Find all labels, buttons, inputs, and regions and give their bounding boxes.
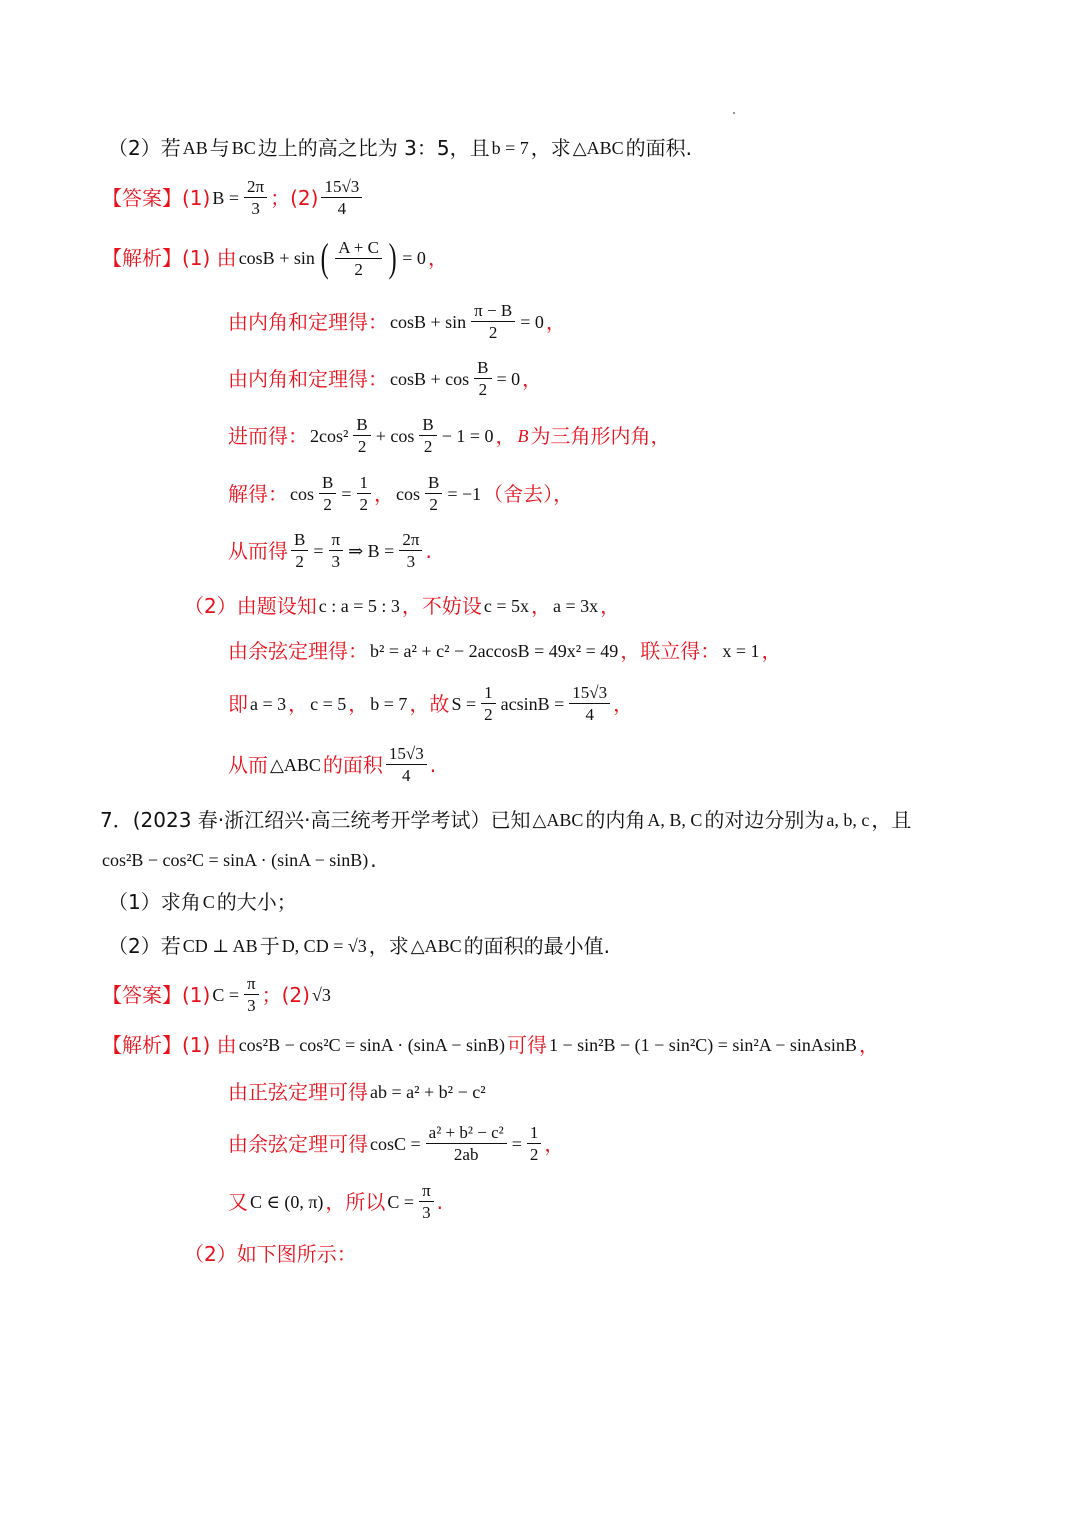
question-part-2 [108, 138, 692, 158]
math: ⇒ B = [348, 540, 395, 561]
text: ；(2) [261, 982, 310, 1007]
fraction [329, 531, 344, 570]
text: 于 [259, 934, 280, 958]
numerator: B [419, 416, 436, 436]
question-7-part-1 [108, 892, 297, 912]
math: a = 3 [250, 693, 287, 714]
math: BC [231, 138, 256, 158]
math: c : a = 5 : 3 [318, 596, 400, 616]
text: ，故 [409, 691, 450, 716]
solution-label: 【解析】(1) 由 [102, 1033, 237, 1057]
fraction [419, 416, 436, 455]
math: = 0 [402, 248, 426, 268]
denominator: 3 [422, 1203, 431, 1222]
math: √3 [311, 984, 331, 1005]
math: cosB + sin [238, 248, 315, 268]
denominator: 4 [585, 705, 594, 724]
fraction [353, 416, 370, 455]
fraction [321, 178, 362, 217]
math: c = 5x [483, 596, 530, 616]
denominator: 4 [337, 199, 347, 218]
text: 边上的高之比为 3：5，且 [257, 136, 490, 160]
math: = [511, 1133, 522, 1154]
text: ， [544, 1131, 565, 1156]
solution-step [228, 1082, 488, 1102]
numerator: 2π [399, 531, 422, 551]
text: ， [522, 366, 543, 391]
text: （2）如下图所示： [184, 1242, 357, 1266]
math: 2cos² [310, 425, 349, 446]
text: ， [427, 246, 448, 270]
math: = [313, 540, 324, 561]
math: a = 3x [553, 596, 599, 616]
numerator: B [353, 416, 370, 436]
text: 从而得 [228, 538, 288, 563]
fraction [481, 684, 496, 723]
math: ab = a² + b² − c² [370, 1082, 486, 1102]
math: cos²B − cos²C = sinA · (sinA − sinB) [102, 850, 369, 870]
fraction [425, 474, 442, 513]
left-paren: ( [320, 235, 329, 280]
question-7-condition [100, 850, 377, 870]
text: 为三角形内角， [530, 423, 671, 448]
numerator: B [425, 474, 442, 494]
answer-line [102, 178, 365, 217]
math: acsinB = [500, 693, 565, 714]
fraction [399, 531, 422, 570]
numerator: 1 [357, 474, 372, 494]
numerator: 2π [244, 178, 267, 198]
answer-line [102, 975, 333, 1014]
text: ， [545, 309, 566, 334]
text: . [429, 752, 437, 777]
text: 的面积的最小值. [463, 934, 610, 958]
fraction [244, 975, 259, 1014]
text: 由正弦定理可得 [228, 1080, 368, 1104]
text: ，且 [871, 808, 912, 832]
fraction [244, 178, 267, 217]
math: D, CD = √3 [281, 936, 367, 956]
math: △ABC [532, 810, 584, 830]
text: ；(2) [270, 185, 319, 210]
text: ，求 [368, 934, 409, 958]
text: 与 [209, 136, 230, 160]
math: C = [387, 1191, 415, 1212]
math: 1 − sin²B − (1 − sin²C) = sin²A − sinAsinB [548, 1035, 857, 1055]
denominator: 3 [406, 552, 416, 571]
math: a, b, c [826, 810, 870, 830]
math: cos²B − cos²C = sinA · (sinA − sinB) [238, 1035, 505, 1055]
fraction [471, 302, 515, 341]
text: 的对边分别为 [704, 808, 825, 832]
text: ，所以 [325, 1189, 386, 1214]
text: . [425, 538, 432, 563]
text: （2）若 [108, 934, 181, 958]
denominator: 4 [402, 766, 411, 785]
math: CD ⊥ AB [182, 936, 258, 956]
text: ， [613, 691, 634, 716]
denominator: 2 [484, 705, 493, 724]
text: 由内角和定理得： [228, 309, 388, 334]
solution-step [228, 474, 573, 513]
denominator: 2 [357, 437, 367, 456]
text: （舍去）， [483, 481, 574, 506]
text: 即 [228, 691, 248, 716]
math: B [517, 425, 529, 446]
numerator: π [329, 531, 344, 551]
text: （2）由题设知 [184, 594, 317, 618]
text: 解得： [228, 481, 288, 506]
denominator: 2 [359, 495, 368, 514]
denominator: 2 [529, 1145, 539, 1164]
solution-step [228, 531, 432, 570]
denominator: 2 [354, 259, 363, 279]
text: . [370, 848, 377, 872]
text: 可得 [506, 1033, 547, 1057]
numerator: A + C [335, 239, 382, 259]
math: B = [212, 187, 240, 208]
text: 的面积. [625, 136, 692, 160]
math: + cos [375, 425, 415, 446]
solution-part-2 [184, 596, 620, 616]
solution-step [228, 416, 671, 455]
solution-step [228, 745, 436, 784]
text: 的大小； [216, 890, 297, 914]
fraction [569, 684, 610, 723]
text: ，求 [530, 136, 571, 160]
text: （2）若 [108, 136, 181, 160]
solution-step [228, 359, 542, 398]
text: ， [600, 594, 621, 618]
numerator: 15√3 [386, 745, 427, 765]
solution-line [102, 235, 448, 280]
text: 由内角和定理得： [228, 366, 388, 391]
solution-label: 【解析】(1) 由 [102, 246, 237, 270]
math: b² = a² + c² − 2accosB = 49x² = 49 [370, 641, 619, 661]
text: 由余弦定理得： [228, 639, 368, 663]
numerator: π [419, 1182, 434, 1202]
text: 由余弦定理可得 [228, 1131, 368, 1156]
denominator: 3 [331, 552, 341, 571]
text: ， [761, 639, 782, 663]
denominator: 2 [429, 495, 438, 514]
math: C ∈ (0, π) [250, 1191, 324, 1212]
question-7-part-2 [108, 936, 610, 956]
denominator: 2 [295, 552, 304, 571]
math: A, B, C [647, 810, 703, 830]
text: （1）求角 [108, 890, 201, 914]
text: ， [531, 594, 552, 618]
numerator: 1 [481, 684, 496, 704]
math: − 1 = 0 [441, 425, 494, 446]
solution-part-2 [184, 1244, 357, 1264]
fraction [527, 1124, 542, 1163]
fraction [357, 474, 372, 513]
math: C = [212, 984, 240, 1005]
math: cosB + cos [390, 368, 470, 389]
math: c = 5 [310, 693, 347, 714]
math: b = 7 [491, 138, 529, 158]
text: ， [374, 481, 394, 506]
fraction [335, 239, 382, 278]
math: C [202, 892, 215, 912]
math: = 0 [520, 311, 544, 332]
numerator: B [474, 359, 491, 379]
math: = [341, 483, 352, 504]
denominator: 2 [323, 495, 332, 514]
denominator: 2 [478, 380, 488, 399]
text: . [436, 1189, 444, 1214]
answer-label: 【答案】(1) [102, 982, 211, 1007]
text: 从而 [228, 752, 268, 777]
math: cosB + sin [390, 311, 467, 332]
math: S = [451, 693, 477, 714]
answer-label: 【答案】(1) [102, 185, 211, 210]
numerator: B [319, 474, 336, 494]
fraction [426, 1124, 507, 1163]
math: cosC = [370, 1133, 421, 1154]
numerator: π [244, 975, 259, 995]
solution-step [228, 302, 566, 341]
solution-step [228, 1182, 443, 1221]
math: x = 1 [722, 641, 760, 661]
math: b = 7 [370, 693, 408, 714]
math: cos [290, 483, 314, 504]
math: △ABC [572, 138, 624, 158]
fraction [474, 359, 491, 398]
math: = 0 [496, 368, 521, 389]
text: ，不妨设 [401, 594, 482, 618]
fraction [386, 745, 427, 784]
text: 又 [228, 1189, 248, 1214]
page-dot [733, 112, 735, 114]
text: ，联立得： [620, 639, 721, 663]
text: ， [348, 691, 369, 716]
text: 的面积 [322, 752, 383, 777]
denominator: 3 [247, 996, 256, 1015]
solution-line [102, 1035, 879, 1055]
numerator: 15√3 [569, 684, 610, 704]
solution-step [228, 641, 781, 661]
math: △ABC [270, 754, 321, 775]
text: ， [495, 423, 516, 448]
question-7-stem [100, 810, 911, 830]
text: 进而得： [228, 423, 308, 448]
text: 7．(2023 春·浙江绍兴·高三统考开学考试）已知 [100, 808, 531, 832]
text: 的内角 [585, 808, 646, 832]
math: AB [182, 138, 208, 158]
denominator: 2 [488, 323, 498, 342]
math: cos [396, 483, 420, 504]
fraction [291, 531, 308, 570]
numerator: π − B [471, 302, 515, 322]
text: ， [858, 1033, 879, 1057]
math: △ABC [410, 936, 462, 956]
fraction [319, 474, 336, 513]
numerator: 1 [527, 1124, 542, 1144]
right-paren: ) [388, 235, 397, 280]
text: ， [288, 691, 309, 716]
numerator: a² + b² − c² [426, 1124, 507, 1144]
denominator: 2ab [453, 1145, 479, 1164]
denominator: 3 [251, 199, 260, 218]
solution-step [228, 684, 633, 723]
denominator: 2 [423, 437, 433, 456]
numerator: 15√3 [321, 178, 362, 198]
solution-step [228, 1124, 564, 1163]
fraction [419, 1182, 434, 1221]
numerator: B [291, 531, 308, 551]
math: = −1 [447, 483, 482, 504]
